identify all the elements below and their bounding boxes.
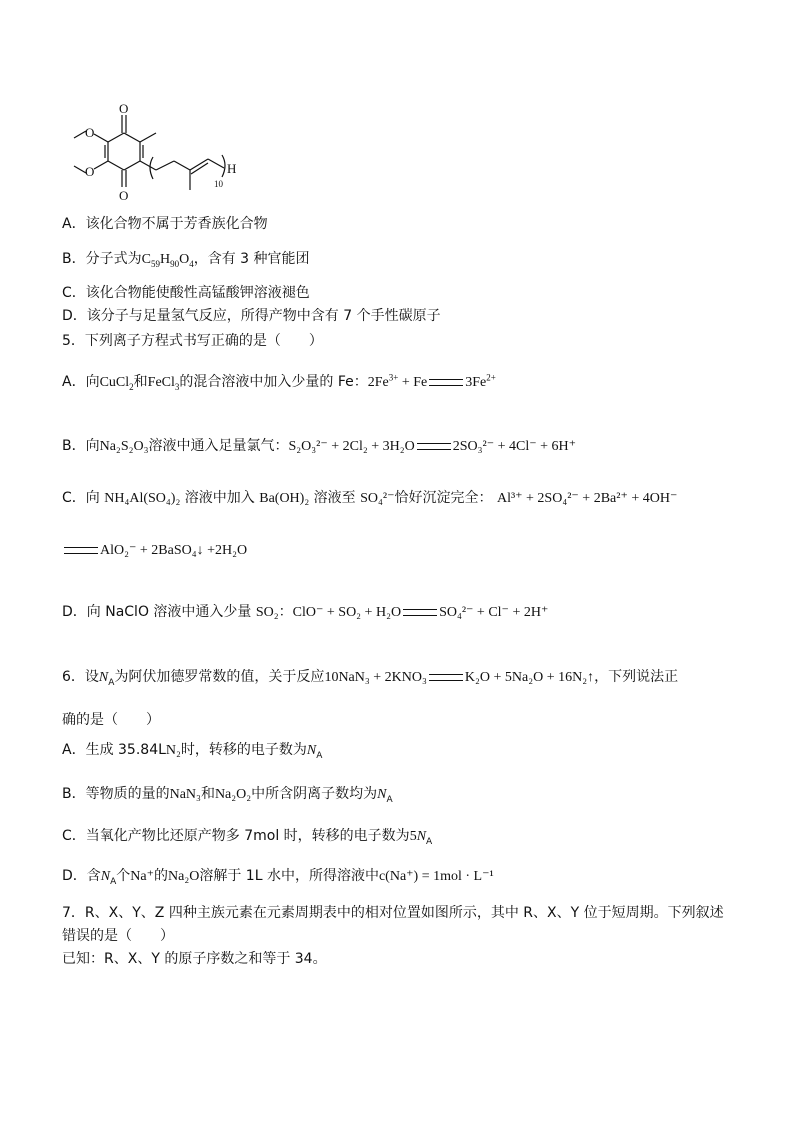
q4-option-a: A．该化合物不属于芳香族化合物 bbox=[62, 216, 268, 232]
q5-option-d: D．向 NaClO 溶液中通入少量 SO₂：ClO⁻ + SO₂ + H₂O SO₄²⁻ + Cl⁻ + 2H⁺ bbox=[62, 604, 549, 620]
atom-o-left2: O bbox=[85, 164, 95, 179]
atom-h: H bbox=[227, 161, 237, 176]
q7-note: 已知：R、X、Y 的原子序数之和等于 34。 bbox=[62, 951, 327, 967]
q5-option-a: A．向CuCl$_2$和FeCl$_3$的混合溶液中加入少量的 Fe：$2Fe^{3+} + Fe$ $3Fe^{2+}$ bbox=[62, 372, 496, 392]
atom-o-top: O bbox=[119, 101, 129, 116]
q7-stem-cont: 错误的是（ ） bbox=[62, 928, 174, 944]
q5-stem: 5．下列离子方程式书写正确的是（ ） bbox=[62, 333, 323, 349]
q6-option-b: B．等物质的量的NaN₃和Na₂O₂中所含阴离子数均为$N_A$ bbox=[62, 786, 393, 805]
q5-option-c: C．向 NH₄Al(SO₄)₂ 溶液中加入 Ba(OH)₂ 溶液至 SO₄²⁻恰好沉淀完全： Al³⁺ + 2SO₄²⁻ + 2Ba²⁺ + 4OH⁻ bbox=[62, 490, 678, 506]
repeat-count: 10 bbox=[214, 179, 223, 189]
q4-option-c: C．该化合物能使酸性高锰酸钾溶液褪色 bbox=[62, 285, 310, 301]
q6-stem-cont: 确的是（ ） bbox=[62, 712, 160, 728]
q4-option-d: D．该分子与足量氢气反应，所得产物中含有 7 个手性碳原子 bbox=[62, 308, 441, 324]
q7-stem: 7．R、X、Y、Z 四种主族元素在元素周期表中的相对位置如图所示，其中 R、X、Y 位于短周期。下列叙述 bbox=[62, 905, 724, 921]
q6-option-d: D．含$N_A$个Na⁺的Na₂O溶解于 1L 水中，所得溶液中c(Na⁺) = 1mol · L⁻¹ bbox=[62, 868, 494, 887]
atom-o-left1: O bbox=[85, 125, 95, 140]
q5-option-b: B．向Na₂S₂O₃溶液中通入足量氯气：S₂O₃²⁻ + 2Cl₂ + 3H₂O 2SO₃²⁻ + 4Cl⁻ + 6H⁺ bbox=[62, 438, 577, 454]
q6-stem: 6．设$N_A$为阿伏加德罗常数的值，关于反应10NaN₃ + 2KNO₃ K₂O + 5Na₂O + 16N₂↑，下列说法正 bbox=[62, 669, 679, 688]
q6-option-a: A．生成 35.84LN₂时，转移的电子数为$N_A$ bbox=[62, 742, 323, 761]
q5-option-c-cont: AlO₂⁻ + 2BaSO₄↓ +2H₂O bbox=[62, 540, 247, 561]
molecule-structure bbox=[62, 95, 312, 205]
q4-option-b: B．分子式为$C_{59}H_{90}O_4$，含有 3 种官能团 bbox=[62, 251, 310, 269]
atom-o-bottom: O bbox=[119, 188, 129, 203]
q6-option-c: C．当氧化产物比还原产物多 7mol 时，转移的电子数为$5N_A$ bbox=[62, 828, 433, 847]
